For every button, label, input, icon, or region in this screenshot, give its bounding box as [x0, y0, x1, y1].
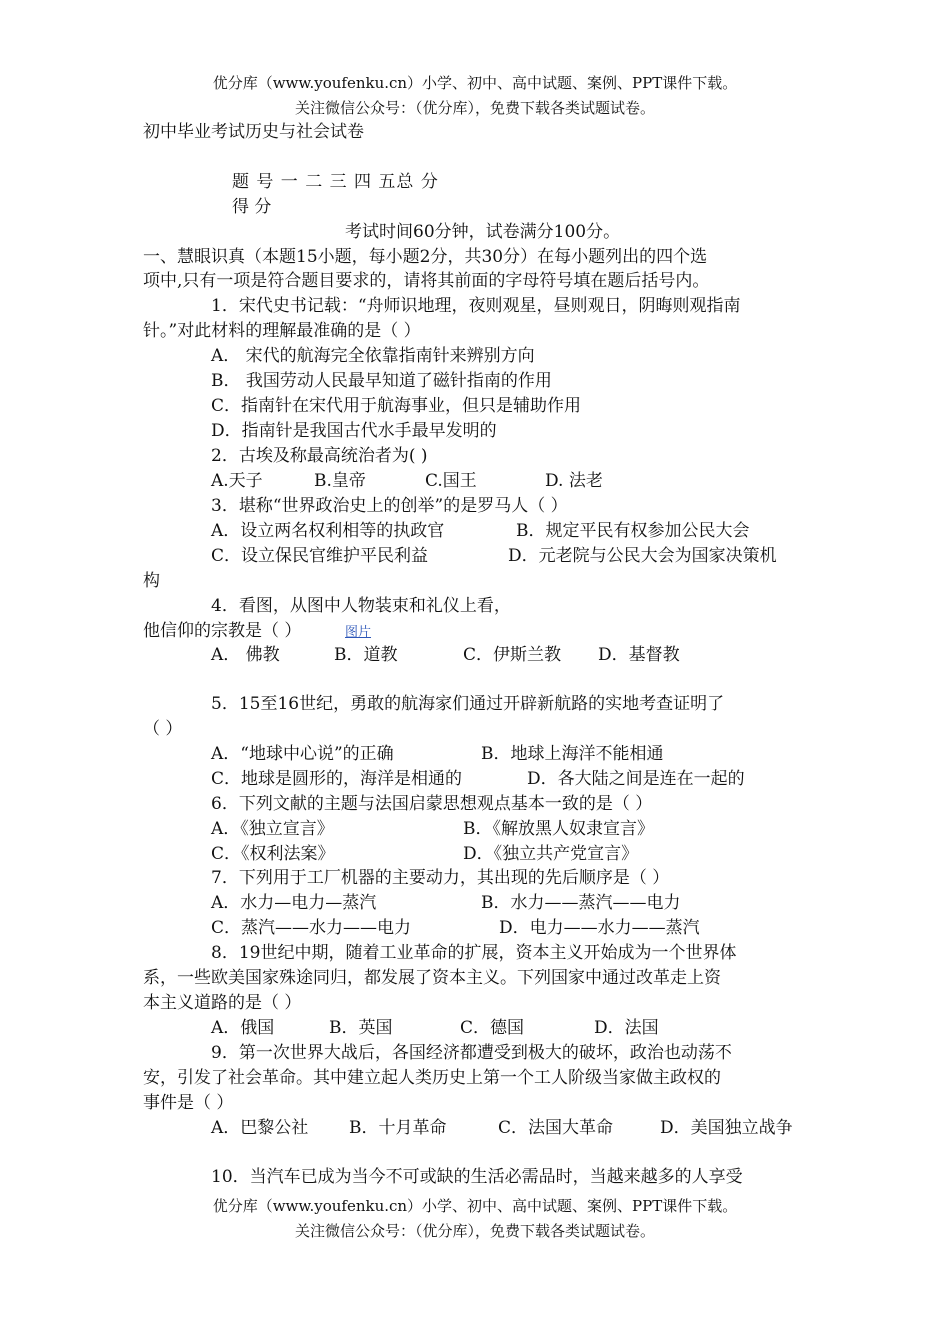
question-3-option-a: A．设立两名权利相等的执政官: [211, 521, 445, 541]
document-title: 初中毕业考试历史与社会试卷: [143, 122, 364, 142]
question-4-stem: 4．看图，从图中人物装束和礼仪上看，: [211, 596, 511, 616]
question-4-option-c: C．伊斯兰教: [463, 645, 562, 665]
question-8-stem: 8．19世纪中期，随着工业革命的扩展，资本主义开始成为一个世界体: [211, 943, 737, 963]
question-4-option-b: B．道教: [334, 645, 398, 665]
question-10-stem: 10．当汽车已成为当今不可或缺的生活必需品时，当越来越多的人享受: [211, 1167, 743, 1187]
question-7-option-b: B．水力——蒸汽——电力: [481, 893, 681, 913]
question-3-option-d-cont: 构: [143, 571, 160, 591]
question-9-option-c: C．法国大革命: [498, 1118, 614, 1138]
question-5-stem: 5．15至16世纪，勇敢的航海家们通过开辟新航路的实地考查证明了: [211, 694, 725, 714]
question-7-option-d: D．电力——水力——蒸汽: [499, 918, 700, 938]
section-1-instructions: 项中,只有一项是符合题目要求的，请将其前面的字母符号填在题后括号内。: [143, 271, 710, 291]
question-1-option-d: D．指南针是我国古代水手最早发明的: [211, 421, 497, 441]
question-6-option-c: C．《权利法案》: [211, 844, 335, 864]
question-5-option-b: B．地球上海洋不能相通: [481, 744, 664, 764]
question-3-option-d: D．元老院与公民大会为国家决策机: [508, 546, 777, 566]
question-6-stem: 6．下列文献的主题与法国启蒙思想观点基本一致的是（ ）: [211, 794, 653, 814]
question-4-image-link[interactable]: 图片: [345, 625, 372, 640]
question-9-option-a: A．巴黎公社: [211, 1118, 309, 1138]
question-5-option-c: C．地球是圆形的，海洋是相通的: [211, 769, 463, 789]
score-table-header: 题 号 一 二 三 四 五总 分: [232, 172, 439, 192]
question-5-option-a: A．“地球中心说”的正确: [211, 744, 394, 764]
question-2-option-a: A.天子: [211, 471, 263, 491]
question-5-option-d: D．各大陆之间是连在一起的: [527, 769, 745, 789]
question-2-option-c: C.国王: [425, 471, 477, 491]
question-8-option-c: C．德国: [460, 1018, 525, 1038]
question-2-option-b: B.皇帝: [314, 471, 366, 491]
question-8-option-a: A．俄国: [211, 1018, 275, 1038]
question-8-option-d: D．法国: [594, 1018, 659, 1038]
score-table-row: 得 分: [232, 197, 272, 217]
question-1-option-c: C．指南针在宋代用于航海事业，但只是辅助作用: [211, 396, 582, 416]
question-2-stem: 2．古埃及称最高统治者为( ): [211, 446, 428, 466]
question-6-option-b: B．《解放黑人奴隶宣言》: [463, 819, 654, 839]
footer-line-1: 优分库（www.youfenku.cn）小学、初中、高中试题、案例、PPT课件下载。: [212, 1197, 738, 1215]
question-4-option-a: A． 佛教: [211, 645, 280, 665]
question-1-stem: 1．宋代史书记载：“舟师识地理，夜则观星，昼则观日，阴晦则观指南: [211, 296, 741, 316]
question-4-option-d: D．基督教: [598, 645, 680, 665]
question-1-stem-cont: 针。”对此材料的理解最准确的是（ ）: [143, 321, 421, 341]
question-2-option-d: D. 法老: [545, 471, 603, 491]
question-3-option-c: C．设立保民官维护平民利益: [211, 546, 429, 566]
question-6-option-d: D．《独立共产党宣言》: [463, 844, 639, 864]
question-9-stem-cont-2: 事件是（ ）: [143, 1093, 234, 1113]
question-8-stem-cont-2: 本主义道路的是（ ）: [143, 993, 302, 1013]
question-9-option-b: B．十月革命: [349, 1118, 447, 1138]
question-8-stem-cont-1: 系，一些欧美国家殊途同归，都发展了资本主义。下列国家中通过改革走上资: [143, 968, 721, 988]
question-1-option-b: B． 我国劳动人民最早知道了磁针指南的作用: [211, 371, 552, 391]
question-3-stem: 3．堪称“世界政治史上的创举”的是罗马人（ ）: [211, 496, 568, 516]
section-1-heading: 一、慧眼识真（本题15小题，每小题2分，共30分）在每小题列出的四个选: [143, 247, 708, 267]
header-line-2: 关注微信公众号：（优分库），免费下载各类试题试卷。: [294, 99, 655, 117]
footer-line-2: 关注微信公众号：（优分库），免费下载各类试题试卷。: [294, 1222, 655, 1240]
question-9-stem-cont-1: 安，引发了社会革命。其中建立起人类历史上第一个工人阶级当家做主政权的: [143, 1068, 721, 1088]
exam-info: 考试时间60分钟，试卷满分100分。: [345, 222, 621, 242]
question-1-option-a: A． 宋代的航海完全依靠指南针来辨别方向: [211, 346, 535, 366]
question-7-stem: 7．下列用于工厂机器的主要动力，其出现的先后顺序是（ ）: [211, 868, 670, 888]
question-6-option-a: A．《独立宣言》: [211, 819, 334, 839]
question-8-option-b: B．英国: [329, 1018, 393, 1038]
question-5-stem-cont: （ ）: [143, 719, 183, 739]
header-line-1: 优分库（www.youfenku.cn）小学、初中、高中试题、案例、PPT课件下载。: [212, 74, 738, 92]
question-9-option-d: D．美国独立战争: [660, 1118, 793, 1138]
question-7-option-c: C．蒸汽——水力——电力: [211, 918, 412, 938]
question-3-option-b: B．规定平民有权参加公民大会: [516, 521, 750, 541]
question-9-stem: 9．第一次世界大战后，各国经济都遭受到极大的破坏，政治也动荡不: [211, 1043, 732, 1063]
question-7-option-a: A．水力—电力—蒸汽: [211, 893, 377, 913]
question-4-stem-cont: 他信仰的宗教是（ ）: [143, 621, 302, 641]
